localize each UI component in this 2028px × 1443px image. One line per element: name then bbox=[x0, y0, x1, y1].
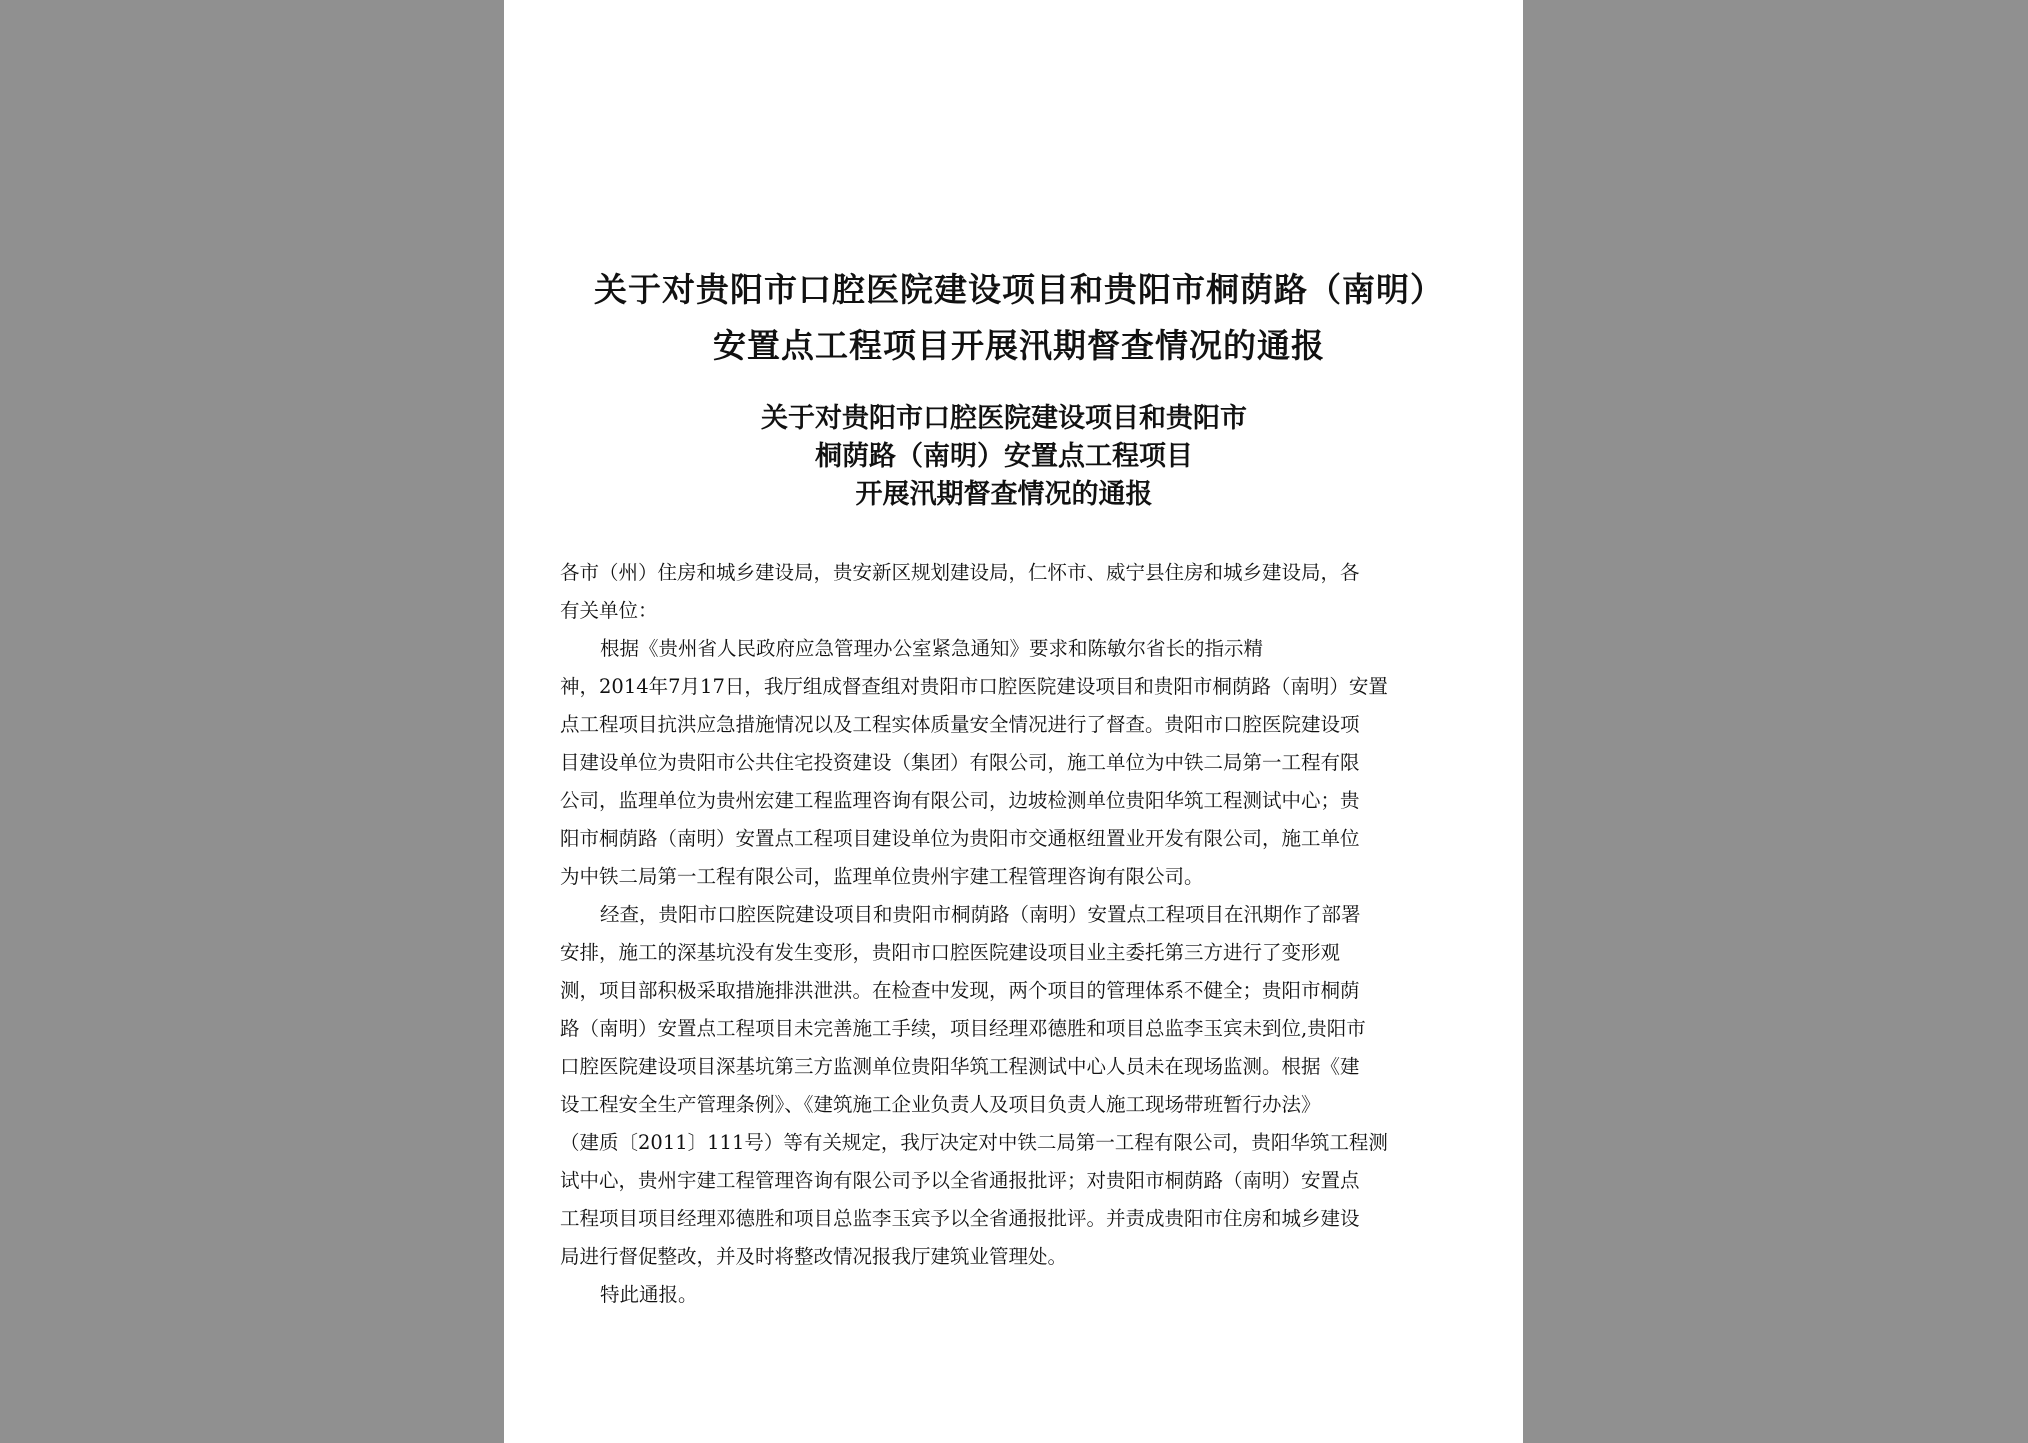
body-line: 有关单位： bbox=[560, 599, 658, 622]
body-line: （建质〔2011〕111号）等有关规定，我厅决定对中铁二局第一工程有限公司，贵阳华筑工程测 bbox=[560, 1131, 1388, 1154]
body-line: 神，2014年7月17日，我厅组成督查组对贵阳市口腔医院建设项目和贵阳市桐荫路（南明）安置 bbox=[560, 675, 1388, 698]
body-line: 试中心，贵州宇建工程管理咨询有限公司予以全省通报批评；对贵阳市桐荫路（南明）安置点 bbox=[560, 1169, 1360, 1192]
document-subtitle bbox=[604, 400, 1404, 514]
body-line: 经查，贵阳市口腔医院建设项目和贵阳市桐荫路（南明）安置点工程项目在汛期作了部署 bbox=[600, 903, 1361, 926]
body-line: 各市（州）住房和城乡建设局，贵安新区规划建设局，仁怀市、威宁县住房和城乡建设局，各 bbox=[560, 561, 1360, 584]
body-line: 工程项目项目经理邓德胜和项目总监李玉宾予以全省通报批评。并责成贵阳市住房和城乡建设 bbox=[560, 1207, 1360, 1230]
body-line: 测，项目部积极采取措施排洪泄洪。在检查中发现，两个项目的管理体系不健全；贵阳市桐荫 bbox=[560, 979, 1360, 1002]
document-body bbox=[560, 554, 1464, 1314]
body-line: 设工程安全生产管理条例》、《建筑施工企业负责人及项目负责人施工现场带班暂行办法》 bbox=[560, 1093, 1321, 1116]
body-line: 局进行督促整改，并及时将整改情况报我厅建筑业管理处。 bbox=[560, 1245, 1068, 1268]
subtitle-line: 关于对贵阳市口腔医院建设项目和贵阳市 bbox=[761, 403, 1247, 434]
body-line: 公司，监理单位为贵州宏建工程监理咨询有限公司，边坡检测单位贵阳华筑工程测试中心；贵 bbox=[560, 789, 1360, 812]
body-line: 路（南明）安置点工程项目未完善施工手续，项目经理邓德胜和项目总监李玉宾未到位,贵阳市 bbox=[560, 1017, 1366, 1040]
body-line: 点工程项目抗洪应急措施情况以及工程实体质量安全情况进行了督查。贵阳市口腔医院建设项 bbox=[560, 713, 1360, 736]
body-line: 为中铁二局第一工程有限公司，监理单位贵州宇建工程管理咨询有限公司。 bbox=[560, 865, 1204, 888]
subtitle-line: 开展汛期督查情况的通报 bbox=[855, 479, 1153, 510]
document-title: 关于对贵阳市口腔医院建设项目和贵阳市桐荫路（南明）安置点工程项目开展汛期督查情况的通报 bbox=[594, 270, 1444, 365]
body-line: 口腔医院建设项目深基坑第三方监测单位贵阳华筑工程测试中心人员未在现场监测。根据《建 bbox=[560, 1055, 1360, 1078]
body-line: 安排，施工的深基坑没有发生变形，贵阳市口腔医院建设项目业主委托第三方进行了变形观 bbox=[560, 941, 1341, 964]
body-line: 根据《贵州省人民政府应急管理办公室紧急通知》要求和陈敏尔省长的指示精 bbox=[600, 637, 1264, 660]
document-page bbox=[504, 0, 1523, 1443]
body-line: 阳市桐荫路（南明）安置点工程项目建设单位为贵阳市交通枢纽置业开发有限公司，施工单位 bbox=[560, 827, 1360, 850]
body-line: 特此通报。 bbox=[600, 1283, 698, 1306]
body-line: 目建设单位为贵阳市公共住宅投资建设（集团）有限公司，施工单位为中铁二局第一工程有限 bbox=[560, 751, 1360, 774]
subtitle-line: 桐荫路（南明）安置点工程项目 bbox=[815, 441, 1193, 472]
